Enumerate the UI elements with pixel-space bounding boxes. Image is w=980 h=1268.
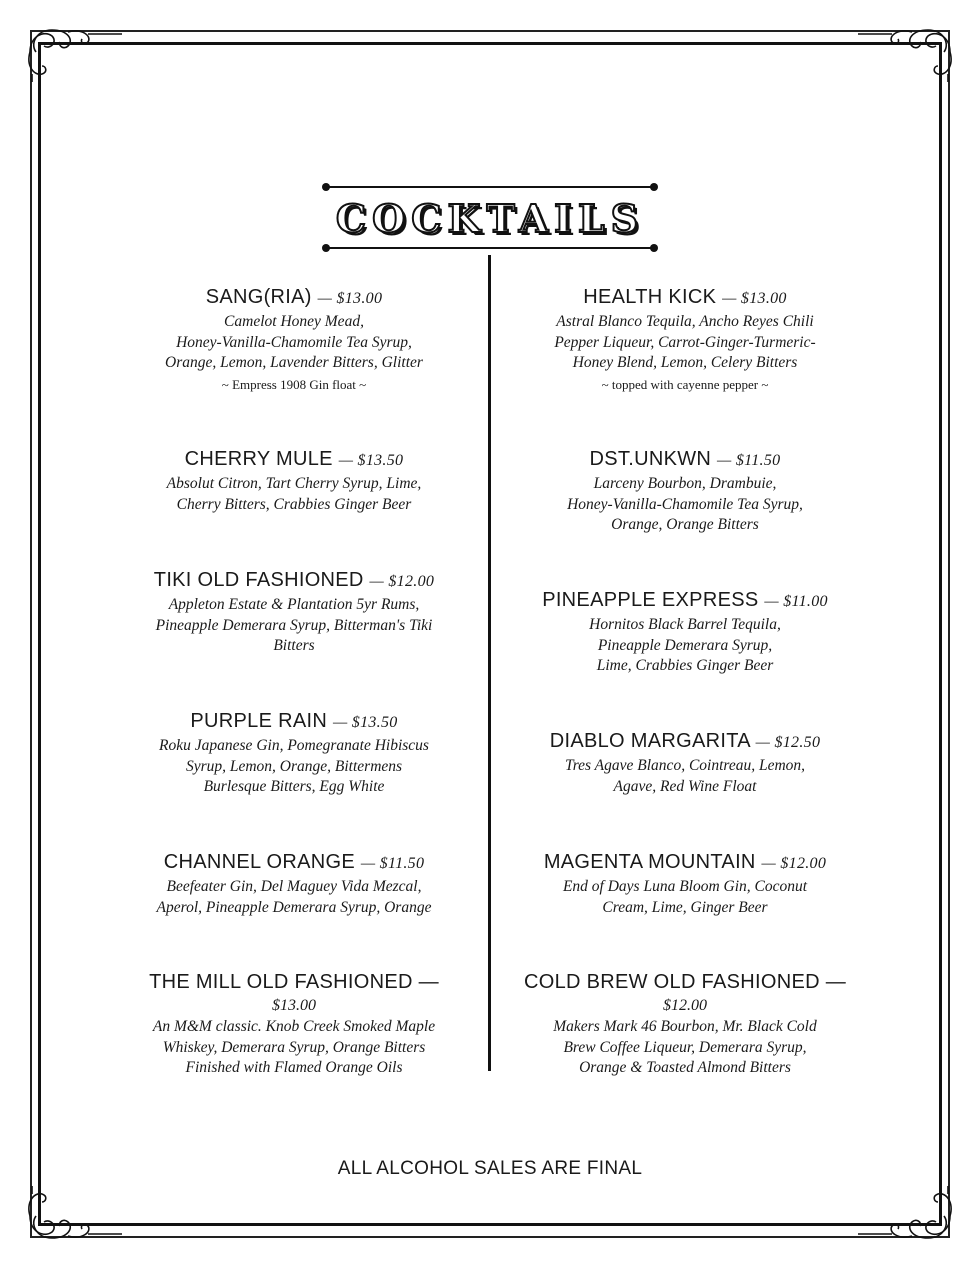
menu-item: HEALTH KICK — $13.00 Astral Blanco Tequila, Ancho Reyes Chili Pepper Liqueur, Carrot-Ginger-Turmeric- Honey Blend, Lemon, Celery Bitters ~ topped with cayenne pepper ~ — [495, 284, 875, 396]
desc-line: Lime, Crabbies Ginger Beer — [596, 657, 774, 674]
menu-item: TIKI OLD FASHIONED — $12.00 Appleton Estate & Plantation 5yr Rums, Pineapple Demerara Syrup, Bitterman's Tiki Bitters — [104, 567, 484, 657]
menu-item: DIABLO MARGARITA — $12.50 Tres Agave Blanco, Cointreau, Lemon, Agave, Red Wine Float — [495, 728, 875, 797]
desc-line: End of Days Luna Bloom Gin, Coconut — [562, 878, 808, 895]
item-price: $11.00 — [783, 593, 828, 610]
footer-notice: ALL ALCOHOL SALES ARE FINAL — [337, 1158, 643, 1179]
desc-line: Bitters — [273, 637, 315, 654]
item-price: $11.50 — [379, 855, 425, 872]
desc-line: Camelot Honey Mead, — [224, 313, 364, 330]
column-divider — [488, 255, 491, 1071]
item-price: $13.00 — [740, 290, 787, 307]
item-name: TIKI OLD FASHIONED — [153, 569, 364, 591]
item-description — [104, 1017, 484, 1079]
title-section — [0, 176, 980, 257]
item-price: $13.50 — [357, 452, 404, 469]
desc-line: Tres Agave Blanco, Cointreau, Lemon, — [564, 757, 806, 774]
menu-item: PINEAPPLE EXPRESS — $11.00 Hornitos Black Barrel Tequila, Pineapple Demerara Syrup, Lime, Crabbies Ginger Beer — [495, 587, 875, 677]
item-name: THE MILL OLD FASHIONED — — [149, 971, 439, 993]
item-description — [495, 312, 875, 374]
desc-line: Orange, Orange Bitters — [611, 516, 759, 533]
item-description — [104, 474, 484, 515]
flourish-corner-icon — [848, 22, 958, 82]
item-name: HEALTH KICK — [583, 286, 717, 308]
desc-line: Finished with Flamed Orange Oils — [185, 1059, 403, 1076]
item-price: $13.00 — [336, 290, 383, 307]
desc-line: Cream, Lime, Ginger Beer — [602, 898, 768, 916]
desc-line: Pineapple Demerara Syrup, Bitterman's Tiki — [155, 616, 433, 634]
desc-line: Whiskey, Demerara Syrup, Orange Bitters — [162, 1038, 426, 1056]
item-description — [495, 756, 875, 797]
item-description — [495, 877, 875, 918]
desc-line: Pineapple Demerara Syrup, — [597, 636, 773, 654]
item-name: DIABLO MARGARITA — [549, 730, 750, 752]
flourish-corner-icon — [848, 1186, 958, 1246]
item-price: $12.00 — [780, 855, 827, 872]
item-price: $12.00 — [388, 573, 435, 590]
desc-line: Burlesque Bitters, Egg White — [203, 778, 385, 795]
menu-item: DST.UNKWN — $11.50 Larceny Bourbon, Drambuie, Honey-Vanilla-Chamomile Tea Syrup, Orange, Orange Bitters — [495, 446, 875, 536]
desc-line: An M&M classic. Knob Creek Smoked Maple — [152, 1018, 436, 1035]
menu-item: PURPLE RAIN — $13.50 Roku Japanese Gin, Pomegranate Hibiscus Syrup, Lemon, Orange, Bittermens Burlesque Bitters, Egg White — [104, 708, 484, 798]
desc-line: Roku Japanese Gin, Pomegranate Hibiscus — [159, 737, 429, 754]
menu-item: SANG(RIA) — $13.00 Camelot Honey Mead, Honey-Vanilla-Chamomile Tea Syrup, Orange, Lemon, Lavender Bitters, Glitter ~ Empress 1908 Gin float ~ — [104, 284, 484, 396]
item-price: $13.00 — [272, 997, 316, 1014]
desc-line: Orange & Toasted Almond Bitters — [579, 1059, 791, 1076]
item-name: SANG(RIA) — [205, 286, 312, 308]
item-description — [495, 1017, 875, 1079]
desc-line: Aperol, Pineapple Demerara Syrup, Orange — [156, 898, 432, 916]
item-price: $12.50 — [774, 734, 821, 751]
title-rule-top — [328, 186, 652, 188]
desc-line: Honey-Vanilla-Chamomile Tea Syrup, — [176, 333, 412, 351]
desc-line: Cherry Bitters, Crabbies Ginger Beer — [176, 495, 412, 513]
item-description — [104, 595, 484, 657]
desc-line: Larceny Bourbon, Drambuie, — [593, 475, 777, 492]
item-price: $11.50 — [735, 452, 781, 469]
menu-item — [104, 969, 484, 1079]
menu-item: CHANNEL ORANGE — $11.50 Beefeater Gin, Del Maguey Vida Mezcal, Aperol, Pineapple Demerara Syrup, Orange — [104, 849, 484, 918]
item-name: PINEAPPLE EXPRESS — [542, 589, 759, 611]
item-name: PURPLE RAIN — [190, 710, 328, 732]
item-description — [495, 474, 875, 536]
desc-line: Makers Mark 46 Bourbon, Mr. Black Cold — [553, 1018, 817, 1035]
desc-line: Appleton Estate & Plantation 5yr Rums, — [168, 596, 420, 613]
page-title: COCKTAILS — [335, 196, 645, 241]
item-note: ~ topped with cayenne pepper ~ — [601, 376, 769, 392]
menu-item: MAGENTA MOUNTAIN — $12.00 End of Days Luna Bloom Gin, Coconut Cream, Lime, Ginger Beer — [495, 849, 875, 918]
flourish-corner-icon — [22, 22, 132, 82]
desc-line: Syrup, Lemon, Orange, Bittermens — [185, 757, 403, 775]
desc-line: Honey-Vanilla-Chamomile Tea Syrup, — [567, 495, 803, 513]
item-description — [495, 615, 875, 677]
desc-line: Brew Coffee Liqueur, Demerara Syrup, — [563, 1038, 807, 1056]
item-name: CHERRY MULE — [184, 448, 333, 470]
item-name: CHANNEL ORANGE — [163, 851, 355, 873]
menu-item: CHERRY MULE — $13.50 Absolut Citron, Tart Cherry Syrup, Lime, Cherry Bitters, Crabbies Ginger Beer — [104, 446, 484, 515]
desc-line: Pepper Liqueur, Carrot-Ginger-Turmeric- — [554, 333, 816, 351]
desc-line: Agave, Red Wine Float — [613, 777, 757, 795]
item-name: COLD BREW OLD FASHIONED — — [524, 971, 846, 993]
desc-line: Orange, Lemon, Lavender Bitters, Glitter — [165, 354, 423, 371]
item-price: $12.00 — [663, 997, 707, 1014]
item-price: $13.50 — [351, 714, 398, 731]
desc-line: Honey Blend, Lemon, Celery Bitters — [572, 354, 798, 371]
desc-line: Astral Blanco Tequila, Ancho Reyes Chili — [556, 313, 814, 330]
item-note: ~ Empress 1908 Gin float ~ — [221, 376, 367, 392]
item-description — [104, 736, 484, 798]
title-box — [314, 176, 666, 257]
item-description — [104, 877, 484, 918]
desc-line: Beefeater Gin, Del Maguey Vida Mezcal, — [166, 878, 422, 895]
flourish-corner-icon — [22, 1186, 132, 1246]
menu-item — [495, 969, 875, 1079]
item-name: DST.UNKWN — [589, 448, 712, 470]
desc-line: Absolut Citron, Tart Cherry Syrup, Lime, — [166, 475, 422, 492]
item-name: MAGENTA MOUNTAIN — [543, 851, 756, 873]
title-rule-bottom — [328, 247, 652, 249]
desc-line: Hornitos Black Barrel Tequila, — [589, 616, 781, 633]
item-description — [104, 312, 484, 374]
